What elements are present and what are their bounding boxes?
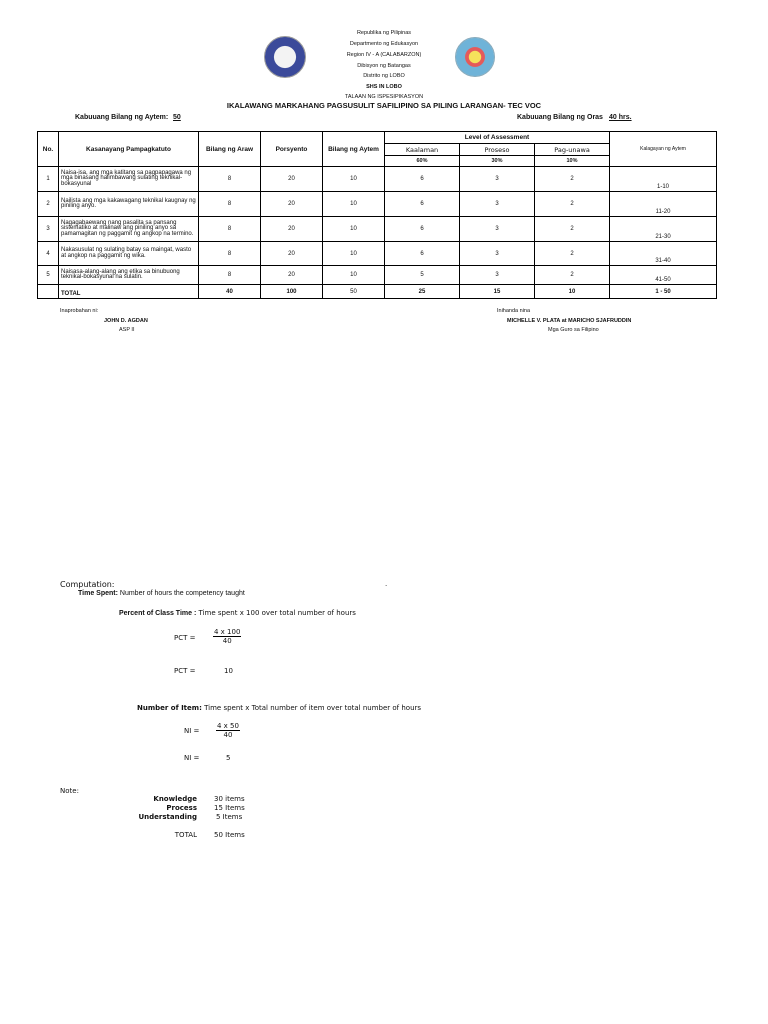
col-header-days: Bilang ng Araw <box>199 132 261 167</box>
col-header-items: Bilang ng Aytem <box>323 132 385 167</box>
note-knowledge-value: 30 items <box>214 795 245 803</box>
approved-label: Inaprobahan ni: <box>60 308 99 314</box>
row-range: 21-30 <box>610 217 717 242</box>
note-process-label: Process <box>166 804 197 812</box>
row-knowledge: 6 <box>385 242 460 266</box>
pct-equals: PCT = <box>174 634 196 642</box>
ni-result: 5 <box>226 754 231 762</box>
total-range: 1 - 50 <box>610 285 717 299</box>
knowledge-percent: 60% <box>385 156 460 167</box>
row-no: 1 <box>38 167 59 192</box>
col-header-no: No. <box>38 132 59 167</box>
process-percent: 30% <box>460 156 535 167</box>
school-name: SHS IN LOBO <box>366 84 402 90</box>
col-header-understanding: Pag-unawa <box>535 144 610 156</box>
header-line-department: Departmento ng Edukasyon <box>349 41 419 47</box>
approved-name: JOHN D. AGDAN <box>104 318 148 324</box>
row-competency: Naisa-isa, ang mga katitang sa pagpapagawa ng mga binasang halimbawang sulating teknikal-bokasyunal <box>59 167 199 192</box>
row-process: 3 <box>460 242 535 266</box>
row-items: 10 <box>323 192 385 217</box>
row-knowledge: 5 <box>385 266 460 285</box>
total-process: 15 <box>460 285 535 299</box>
row-no: 3 <box>38 217 59 242</box>
row-percent: 20 <box>261 192 323 217</box>
ni-label: Number of Item: <box>137 704 202 712</box>
ni-fraction <box>216 722 240 739</box>
row-process: 3 <box>460 217 535 242</box>
col-header-process: Proseso <box>460 144 535 156</box>
ni-numerator: 4 x 50 <box>217 722 239 730</box>
col-header-competency: Kasanayang Pampagkatuto <box>59 132 199 167</box>
row-no: 4 <box>38 242 59 266</box>
note-total-value: 50 Items <box>214 831 245 839</box>
pct-numerator: 4 x 100 <box>214 628 241 636</box>
row-knowledge: 6 <box>385 192 460 217</box>
table-row <box>38 242 717 266</box>
ni-equals-2: NI = <box>184 754 200 762</box>
row-days: 8 <box>199 167 261 192</box>
row-days: 8 <box>199 266 261 285</box>
total-hours-label: Kabuuang Bilang ng Oras <box>517 114 603 121</box>
specification-table <box>37 131 717 299</box>
pct-label: Percent of Class Time : <box>119 610 197 617</box>
row-competency: Nagagabaewang nang pasalita sa pansang sistematiko at malinaw ang piniling anyo sa pamamagitan ng paggamit ng angkop na termino. <box>59 217 199 242</box>
row-items: 10 <box>323 242 385 266</box>
pct-denominator: 40 <box>222 637 232 645</box>
ni-text: Time spent x Total number of item over total number of hours <box>204 704 422 712</box>
pct-fraction <box>213 628 241 645</box>
row-competency: Naisasa-alang-alang ang etika sa binubuong teknikal-bokasyunal na sulatin. <box>59 266 199 285</box>
header-line-region: Region IV - A (CALABARZON) <box>346 52 422 58</box>
time-spent-text: Number of hours the competency taught <box>119 590 245 597</box>
table-total-row <box>38 285 717 299</box>
total-row-spacer <box>38 285 59 299</box>
row-items: 10 <box>323 217 385 242</box>
total-items-value: 50 <box>173 114 181 121</box>
row-knowledge: 6 <box>385 217 460 242</box>
pct-text: Time spent x 100 over total number of hours <box>198 609 356 617</box>
row-understanding: 2 <box>535 266 610 285</box>
document-title: IKALAWANG MARKAHANG PAGSUSULIT SAFILIPINO SA PILING LARANGAN- TEC VOC <box>226 101 542 110</box>
row-process: 3 <box>460 167 535 192</box>
time-spent-label: Time Spent: <box>78 590 118 597</box>
total-percent: 100 <box>261 285 323 299</box>
header-line-republic: Republika ng Pilipinas <box>356 30 412 36</box>
ni-line <box>137 704 421 712</box>
row-process: 3 <box>460 266 535 285</box>
row-understanding: 2 <box>535 167 610 192</box>
total-hours-value-wrap <box>609 114 632 121</box>
note-process-value: 15 Items <box>214 804 245 812</box>
prepared-title: Mga Guro sa Filipino <box>548 327 599 333</box>
note-total-label: TOTAL <box>174 831 197 839</box>
row-range: 41-50 <box>610 266 717 285</box>
row-items: 10 <box>323 266 385 285</box>
header-line-division: Dibisyon ng Batangas <box>357 63 411 69</box>
table-row <box>38 217 717 242</box>
computation-heading: Computation: <box>60 580 115 589</box>
total-items-label: Kabuuang Bilang ng Aytem: <box>75 114 169 121</box>
row-no: 2 <box>38 192 59 217</box>
note-understanding-label: Understanding <box>138 813 197 821</box>
table-row <box>38 167 717 192</box>
row-competency: Nakasusulat ng sulating batay sa maingat, wasto at angkop na paggamit ng wika. <box>59 242 199 266</box>
col-header-percent: Porsyento <box>261 132 323 167</box>
note-knowledge-label: Knowledge <box>153 795 197 803</box>
time-spent-line <box>78 590 245 597</box>
row-items: 10 <box>323 167 385 192</box>
pct-equals-2: PCT = <box>174 667 196 675</box>
row-understanding: 2 <box>535 217 610 242</box>
computation-dot: . <box>385 580 388 588</box>
row-days: 8 <box>199 192 261 217</box>
prepared-name: MICHELLE V. PLATA at MARICHO SJAFRUDDIN <box>507 318 632 324</box>
header-line-district: Distrito ng LOBO <box>363 73 405 79</box>
prepared-label: Inihanda nina <box>497 308 531 314</box>
row-competency: Nailista ang mga kakawagang teknikal kaugnay ng piniling anyo. <box>59 192 199 217</box>
row-range: 1-10 <box>610 167 717 192</box>
row-range: 31-40 <box>610 242 717 266</box>
ni-denominator: 40 <box>223 731 233 739</box>
approved-title: ASP II <box>119 327 135 333</box>
total-understanding: 10 <box>535 285 610 299</box>
total-hours-value: 40 hrs. <box>609 114 632 121</box>
row-range: 11-20 <box>610 192 717 217</box>
total-items-value-wrap <box>173 114 181 121</box>
understanding-percent: 10% <box>535 156 610 167</box>
row-days: 8 <box>199 217 261 242</box>
row-process: 3 <box>460 192 535 217</box>
document-subtitle: TALAAN NG ISPESIPIKASYON <box>344 94 424 100</box>
total-items: 50 <box>323 285 385 299</box>
row-days: 8 <box>199 242 261 266</box>
note-understanding-value: 5 Items <box>216 813 243 821</box>
row-understanding: 2 <box>535 192 610 217</box>
row-percent: 20 <box>261 242 323 266</box>
ni-equals: NI = <box>184 727 200 735</box>
col-header-placement: Kalagayan ng Aytem <box>610 132 717 167</box>
row-no: 5 <box>38 266 59 285</box>
table-row <box>38 192 717 217</box>
note-label: Note: <box>60 787 79 795</box>
total-label: TOTAL <box>59 285 199 299</box>
col-header-knowledge: Kaalaman <box>385 144 460 156</box>
row-percent: 20 <box>261 266 323 285</box>
row-understanding: 2 <box>535 242 610 266</box>
row-percent: 20 <box>261 167 323 192</box>
row-percent: 20 <box>261 217 323 242</box>
table-row <box>38 266 717 285</box>
col-header-level: Level of Assessment <box>385 132 610 144</box>
total-knowledge: 25 <box>385 285 460 299</box>
total-days: 40 <box>199 285 261 299</box>
row-knowledge: 6 <box>385 167 460 192</box>
pct-line <box>119 609 356 617</box>
pct-result: 10 <box>224 667 233 675</box>
